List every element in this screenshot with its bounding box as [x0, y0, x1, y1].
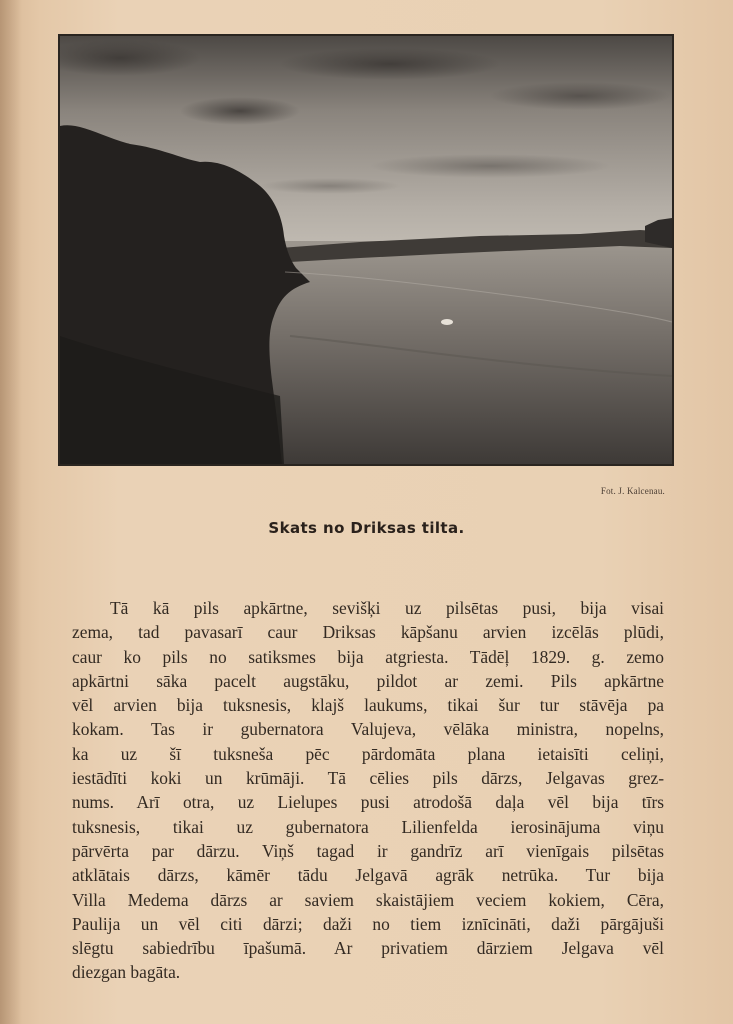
paragraph-line: tuksnesis, tikai uz gubernatora Lilienfelda ierosinājuma viņu	[72, 816, 664, 837]
paragraph-line: vēl arvien bija tuksnesis, klajš laukums, tikai šur tur stāvēja pa	[72, 695, 664, 716]
paragraph-line: iestādīti koki un krūmāji. Tā cēlies pils dārzs, Jelgavas grez-	[72, 768, 664, 789]
river-landscape-image	[60, 36, 672, 464]
paragraph-line: caur ko pils no satiksmes bija atgriesta. Tādēļ 1829. g. zemo	[72, 646, 664, 667]
paragraph-line: Paulija un vēl citi dārzi; daži no tiem iznīcināti, daži pārgājuši	[72, 913, 664, 934]
page-fold-shadow	[0, 0, 22, 1024]
photo-credit: Fot. J. Kalcenau.	[600, 486, 665, 496]
paragraph-line: zema, tad pavasarī caur Driksas kāpšanu arvien izcēlās plūdi,	[72, 622, 664, 643]
paragraph-line: nums. Arī otra, uz Lielupes pusi atrodošā daļa vēl bija tīrs	[72, 792, 664, 813]
paragraph-line: slēgtu sabiedrību īpašumā. Ar privatiem dārziem Jelgava vēl	[72, 938, 664, 959]
paragraph-line: Tā kā pils apkārtne, sevišķi uz pilsētas pusi, bija visai	[110, 598, 664, 618]
river-photograph	[58, 34, 674, 466]
body-paragraph	[72, 596, 664, 985]
paragraph-line: atklātais dārzs, kāmēr tādu Jelgavā agrāk netrūka. Tur bija	[72, 865, 664, 886]
paragraph-line: pārvērta par dārzu. Viņš tagad ir gandrīz arī vienīgais pilsētas	[72, 840, 664, 861]
paragraph-line: apkārtni sāka pacelt augstāku, pildot ar zemi. Pils apkārtne	[72, 670, 664, 691]
paragraph-line: ka uz šī tuksneša pēc pārdomāta plana ietaisīti celiņi,	[72, 743, 664, 764]
photo-caption: Skats no Driksas tilta.	[268, 519, 465, 537]
paragraph-line: Villa Medema dārzs ar saviem skaistājiem veciem kokiem, Cēra,	[72, 889, 664, 910]
paragraph-line: kokam. Tas ir gubernatora Valujeva, vēlāka ministra, nopelns,	[72, 719, 664, 740]
paragraph-line: diezgan bagāta.	[72, 962, 181, 983]
